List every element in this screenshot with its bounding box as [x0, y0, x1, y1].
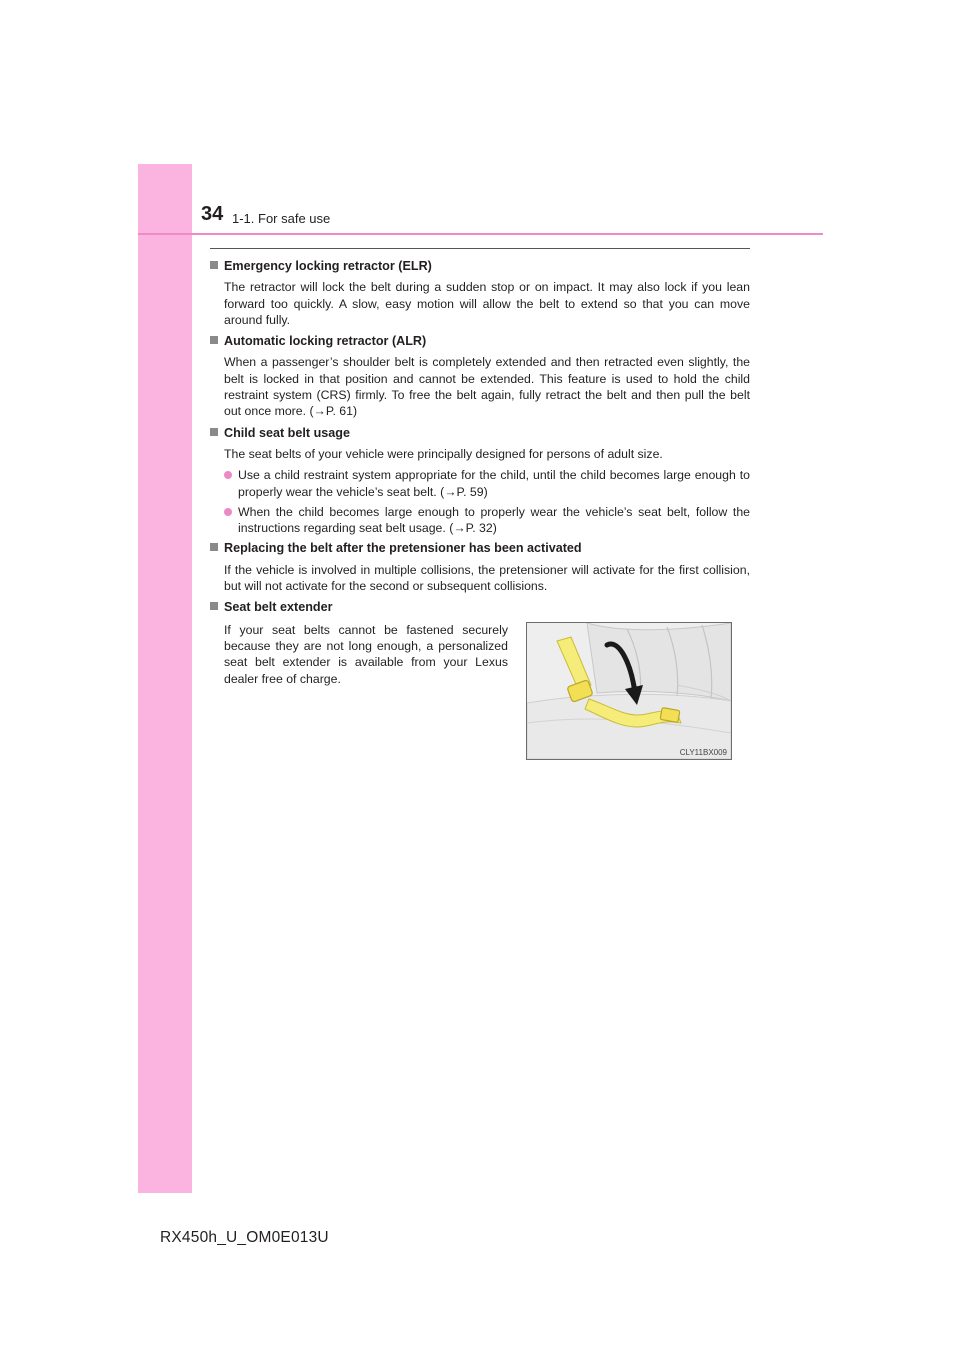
figure-code: CLY11BX009: [679, 748, 727, 757]
section-title: 1-1. For safe use: [232, 211, 331, 226]
seat-belt-extender-drawing: [527, 623, 731, 759]
section-heading: Automatic locking retractor (ALR): [224, 334, 427, 349]
chapter-side-tab: [138, 164, 192, 1193]
square-bullet-icon: [210, 543, 218, 551]
circle-bullet-icon: [224, 471, 232, 479]
section-heading: Seat belt extender: [224, 600, 333, 615]
header-rule: [138, 233, 823, 235]
model-code: RX450h_U_OM0E013U: [160, 1229, 329, 1246]
square-bullet-icon: [210, 261, 218, 269]
square-bullet-icon: [210, 428, 218, 436]
page-number: 34: [201, 203, 224, 225]
section-heading: Replacing the belt after the pretensioner has been activated: [224, 541, 582, 556]
section-paragraph: When a passenger’s shoulder belt is completely extended and then retracted even slightly, the belt is locked in that position and cannot be extended. This feature is used to hold the child restraint system (CRS) firmly. To free the belt again, fully retract the belt and then pull the belt out once more. (→P. 61): [224, 355, 750, 419]
list-item-text: When the child becomes large enough to properly wear the vehicle’s seat belt, follow the instructions regarding seat belt usage. (→P. 32): [238, 504, 750, 536]
section-paragraph: If your seat belts cannot be fastened securely because they are not long enough, a personalized seat belt extender is available from your Lexus dealer free of charge.: [224, 622, 508, 686]
section-elr: [210, 258, 750, 328]
list-item: [224, 504, 750, 537]
section-heading: Child seat belt usage: [224, 425, 350, 440]
section-child-seat-belt: [210, 425, 750, 537]
square-bullet-icon: [210, 602, 218, 610]
section-paragraph: The retractor will lock the belt during a sudden stop or on impact. It may also lock if you lean forward too quickly. A slow, easy motion will allow the belt to extend so that you can move around fully.: [224, 280, 750, 327]
section-paragraph: If the vehicle is involved in multiple collisions, the pretensioner will activate for the first collision, but will not activate for the second or subsequent collisions.: [224, 562, 750, 594]
section-paragraph: The seat belts of your vehicle were principally designed for persons of adult size.: [224, 446, 663, 461]
list-item: [224, 467, 750, 500]
seat-belt-extender-illustration: [526, 622, 732, 760]
circle-bullet-icon: [224, 508, 232, 516]
content-divider: [210, 248, 750, 249]
section-pretensioner: [210, 540, 750, 594]
square-bullet-icon: [210, 336, 218, 344]
list-item-text: Use a child restraint system appropriate for the child, until the child becomes large enough to properly wear the vehicle’s seat belt. (→P. 59): [238, 468, 750, 499]
section-alr: [210, 333, 750, 419]
section-heading: Emergency locking retractor (ELR): [224, 259, 432, 273]
